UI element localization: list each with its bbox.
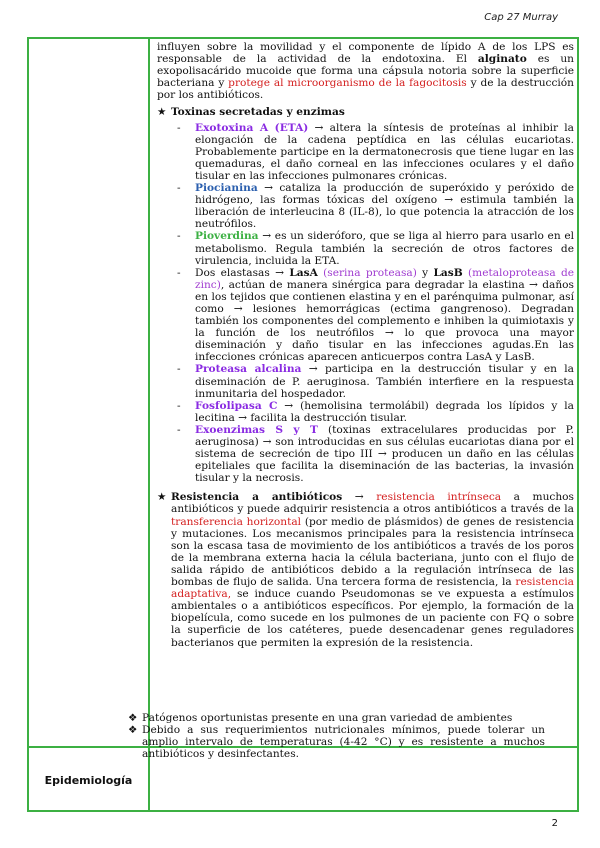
resistencia-text: a muchos antibióticos y puede adquirir resistencia a otros antibióticos a través de la xyxy=(171,491,574,516)
list-item xyxy=(177,121,574,182)
star-icon: ★ xyxy=(157,491,167,504)
list-item xyxy=(128,724,545,760)
fagocitosis-highlight: protege al microorganismo de la fagocitosis xyxy=(228,77,467,90)
dash-mark: - xyxy=(177,423,181,436)
intro-text: y de la destrucción por los antibióticos. xyxy=(157,77,575,102)
item-text: → cataliza la producción de superóxido y peróxido de hidrógeno, las formas tóxicas del oxígeno → estimula también la liberación de interleucina 8 (IL-8), lo que potencia la atracción de los neutrófilos. xyxy=(195,182,574,231)
term-lasb: LasB xyxy=(433,266,463,279)
diamond-bullet-icon: ❖ xyxy=(128,724,138,737)
item-text: y xyxy=(416,266,434,279)
term-piocianina: Piocianina xyxy=(195,182,258,195)
transferencia-horizontal: transferencia horizontal xyxy=(171,515,302,528)
dash-mark: - xyxy=(177,266,181,279)
column-divider xyxy=(148,39,150,810)
dash-mark: - xyxy=(177,182,181,195)
list-item xyxy=(177,399,574,424)
dash-mark: - xyxy=(177,121,181,134)
page-header: Cap 27 Murray xyxy=(484,12,558,23)
lasb-note: (metaloproteasa de zinc) xyxy=(195,266,575,291)
list-item xyxy=(177,423,574,485)
term-exoenzimas: Exoenzimas S y T xyxy=(195,423,318,436)
epidemiologia-content xyxy=(128,712,545,760)
term-proteasa: Proteasa alcalina xyxy=(195,363,302,376)
diamond-bullet-icon: ❖ xyxy=(128,712,138,724)
list-item xyxy=(177,266,575,364)
dash-mark: - xyxy=(177,363,181,376)
resistencia-text: se induce cuando Pseudomonas se ve expuesta a estímulos ambientales o a antibióticos específicos. Por ejemplo, la formación de la biopelícula, como sucede en los pulmones de un paciente con FQ o sobre la superficie de los catéteres, puede desencadenar genes reguladores bacterianos que permiten la expresión de la resistencia. xyxy=(171,588,574,649)
item-text: (toxinas extracelulares producidas por P. aeruginosa) → son introducidas en sus células eucariotas diana por el sistema de secreción de tipo III → producen un daño en las células epiteliales que facilita la diseminación de las bacterias, la invasión tisular y la necrosis. xyxy=(195,423,574,485)
toxinas-section xyxy=(157,106,574,484)
intro-text: influyen sobre la movilidad y el componente de lípido A de los LPS es responsable de la actividad de la endotoxina. El xyxy=(157,41,574,66)
resistencia-section xyxy=(157,491,574,648)
star-icon: ★ xyxy=(157,106,167,119)
item-text: → participa en la destrucción tisular y en la diseminación de P. aeruginosa. También interfiere en la respuesta inmunitaria del hospedador. xyxy=(195,363,575,400)
content-table xyxy=(27,37,579,812)
item-text: → (hemolisina termolábil) degrada los lípidos y la lecitina → facilita la destrucción tisular. xyxy=(195,399,574,424)
list-item xyxy=(177,363,575,400)
term-exotoxina: Exotoxina A (ETA) xyxy=(195,121,309,134)
term-lasa: LasA xyxy=(289,266,318,279)
term-pioverdina: Pioverdina xyxy=(195,230,259,243)
item-text: Dos elastasas → xyxy=(195,266,290,279)
resistencia-intrinseca: resistencia intrínseca xyxy=(376,491,502,504)
intro-text: es un exopolisacárido mucoide que forma una cápsula notoria sobre la superficie bacteriana y xyxy=(157,53,574,90)
virulence-content xyxy=(157,41,574,649)
list-item xyxy=(128,712,545,724)
resistencia-heading: Resistencia a antibióticos xyxy=(171,491,343,504)
list-item xyxy=(177,230,574,267)
dash-mark: - xyxy=(177,230,181,243)
page-number: 2 xyxy=(551,818,558,829)
epidemiologia-label: Epidemiología xyxy=(44,773,133,787)
alginato-term: alginato xyxy=(477,53,527,66)
list-item xyxy=(177,182,574,231)
term-fosfolipasa: Fosfolipasa C xyxy=(195,399,278,412)
item-text: Patógenos oportunistas presente en una gran variedad de ambientes xyxy=(142,712,513,724)
dash-mark: - xyxy=(177,399,181,412)
arrow-icon: → xyxy=(342,491,377,504)
resistencia-adaptativa: resistencia adaptativa, xyxy=(171,576,574,601)
item-text: → es un sideróforo, que se liga al hierro para usarlo en el metabolismo. Regula también la secreción de otros factores de virulencia, incluida la ETA. xyxy=(195,230,574,267)
toxinas-heading: Toxinas secretadas y enzimas xyxy=(171,106,345,119)
intro-paragraph xyxy=(157,41,574,101)
toxinas-list xyxy=(171,122,574,485)
item-text: Debido a sus requerimientos nutricionales mínimos, puede tolerar un amplio intervalo de temperaturas (4-42 °C) y es resistente a muchos antibióticos y desinfectantes. xyxy=(142,724,545,761)
lasa-note: (serina proteasa) xyxy=(323,266,417,279)
item-text: , actúan de manera sinérgica para degradar la elastina → daños en los tejidos que contienen elastina y en el parénquima pulmonar, así como → lesiones hemorrágicas (ectima gangrenoso). Degradan también los componentes del complemento e inhiben la quimiotaxis y la función de los neutrófilos → lo que provoca una mayor diseminación y daño tisular en las infecciones agudas.En las infecciones crónicas aparecen anticuerpos contra LasA y LasB. xyxy=(195,278,574,364)
resistencia-text: (por medio de plásmidos) de genes de resistencia y mutaciones. Los mecanismos principales para la resistencia intrínseca son la escasa tasa de movimiento de los antibióticos a través de los poros de la membrana externa hacia la célula bacteriana, junto con el flujo de salida rápido de antibióticos debido a la regulación intrínseca de las bombas de flujo de salida. Una tercera forma de resistencia, la xyxy=(171,515,574,589)
item-text: → altera la síntesis de proteínas al inhibir la elongación de la cadena peptídica en las células eucariotas. Probablemente participe en la dermatonecrosis que tiene lugar en las quemaduras, el daño corneal en las infecciones oculares y el daño tisular en las infecciones pulmonares crónicas. xyxy=(195,121,574,182)
